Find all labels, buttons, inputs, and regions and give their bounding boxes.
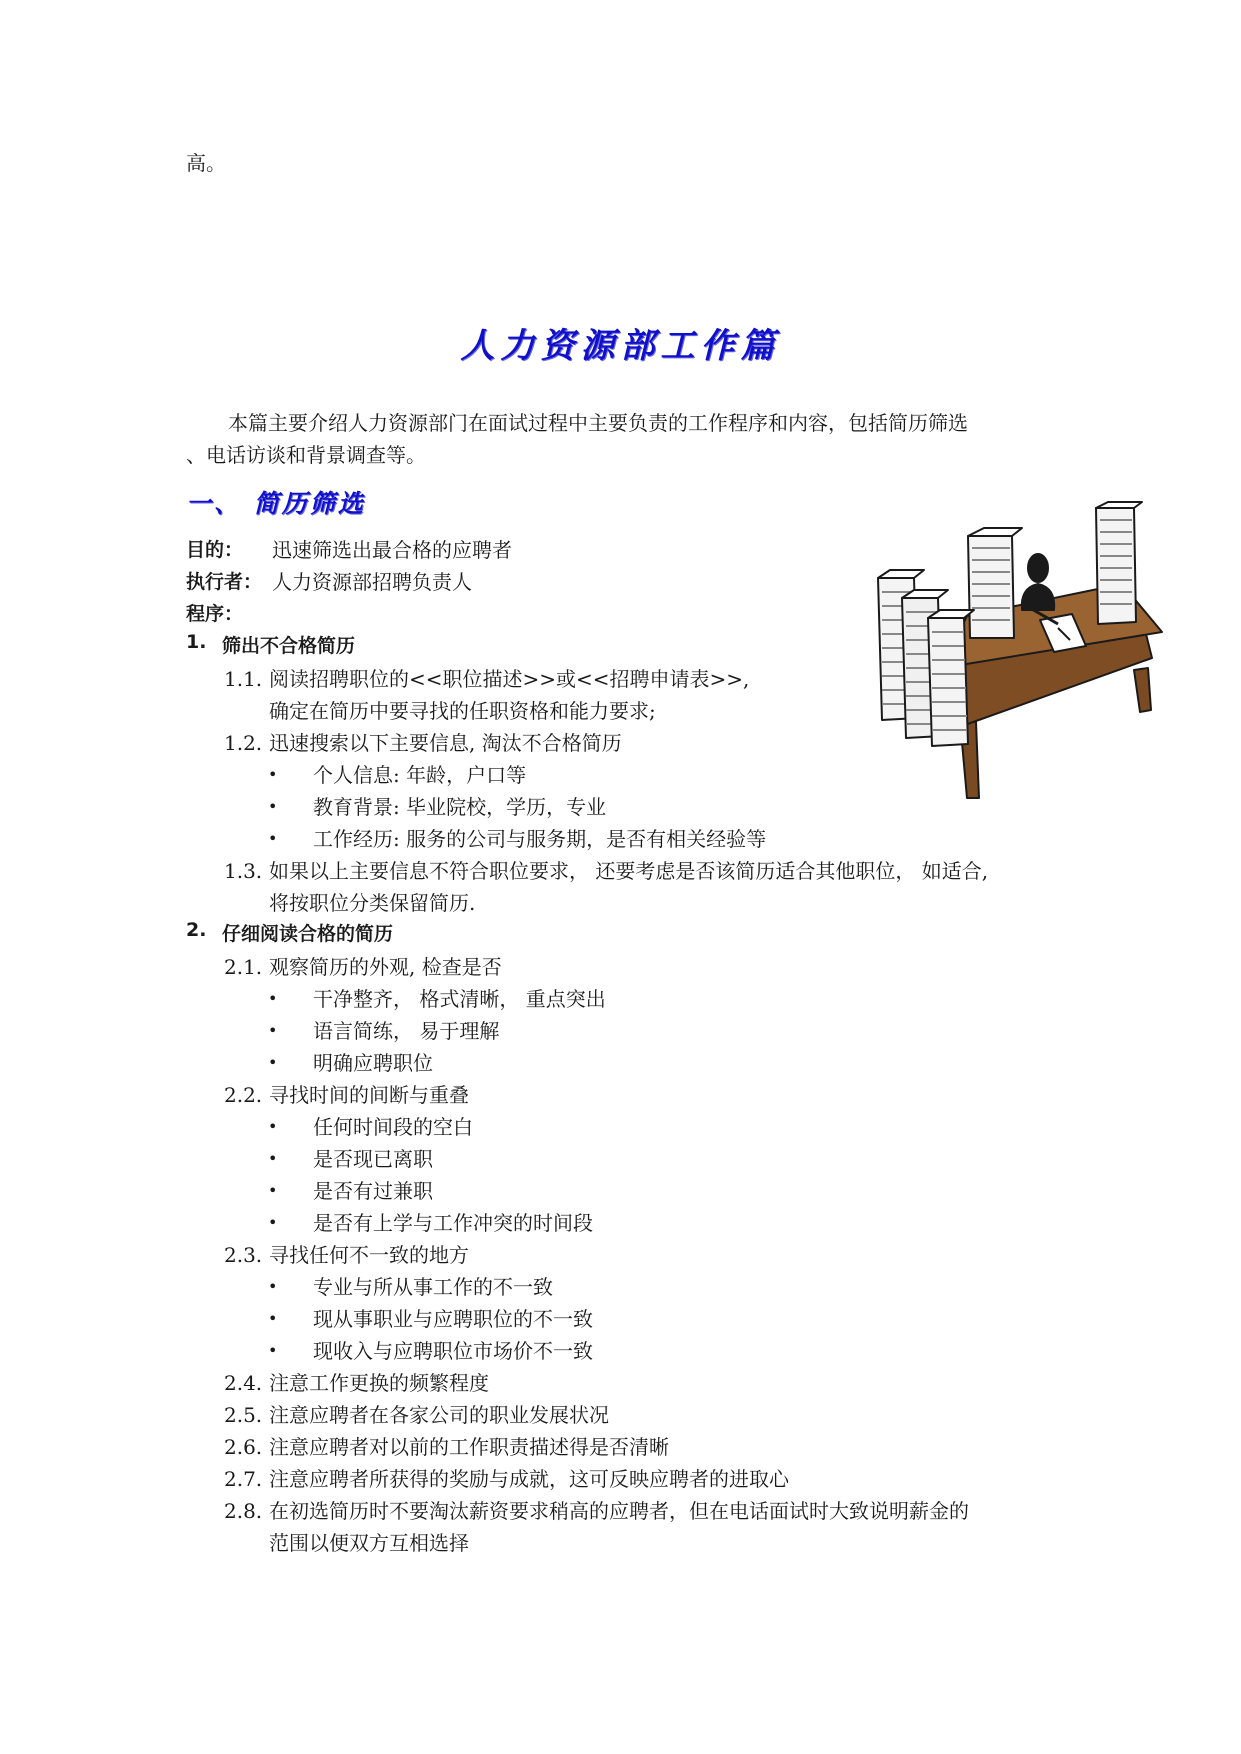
- item-1-2-number: 1.2.: [224, 731, 263, 755]
- item-2-6-number: 2.6.: [224, 1435, 263, 1459]
- step-2-title: 仔细阅读合格的简历: [222, 923, 394, 945]
- bullet-marker: •: [268, 989, 278, 1008]
- section-heading: 一、 简历筛选: [186, 489, 366, 518]
- bullet-1-2-b: 教育背景: 毕业院校，学历，专业: [313, 795, 607, 819]
- bullet-marker: •: [268, 1181, 278, 1200]
- purpose-value: 迅速筛选出最合格的应聘者: [272, 538, 512, 562]
- item-1-3-line-2: 将按职位分类保留简历.: [269, 891, 476, 915]
- purpose-label: 目的：: [186, 539, 244, 561]
- item-2-4-number: 2.4.: [224, 1371, 263, 1395]
- bullet-1-2-c: 工作经历: 服务的公司与服务期，是否有相关经验等: [313, 827, 767, 851]
- item-2-8-line-2: 范围以便双方互相选择: [269, 1531, 469, 1555]
- bullet-marker: •: [268, 797, 278, 816]
- item-2-1-line-1: 观察简历的外观, 检查是否: [269, 955, 502, 979]
- item-2-3-line-1: 寻找任何不一致的地方: [269, 1243, 469, 1267]
- person-at-desk-with-paper-stacks-icon: [872, 500, 1182, 820]
- item-2-2-number: 2.2.: [224, 1083, 263, 1107]
- bullet-2-3-b: 现从事职业与应聘职位的不一致: [313, 1307, 593, 1331]
- step-2-number: 2.: [186, 919, 207, 941]
- bullet-2-1-c: 明确应聘职位: [313, 1051, 433, 1075]
- bullet-marker: •: [268, 1213, 278, 1232]
- item-2-7-line-1: 注意应聘者所获得的奖励与成就，这可反映应聘者的进取心: [269, 1467, 789, 1491]
- item-2-6-line-1: 注意应聘者对以前的工作职责描述得是否清晰: [269, 1435, 669, 1459]
- item-2-8-number: 2.8.: [224, 1499, 263, 1523]
- bullet-marker: •: [268, 1277, 278, 1296]
- step-1-number: 1.: [186, 631, 207, 653]
- bullet-marker: •: [268, 1053, 278, 1072]
- item-1-1-line-2: 确定在简历中要寻找的任职资格和能力要求;: [269, 699, 656, 723]
- item-2-7-number: 2.7.: [224, 1467, 263, 1491]
- executor-value: 人力资源部招聘负责人: [272, 570, 472, 594]
- bullet-marker: •: [268, 1021, 278, 1040]
- item-2-2-line-1: 寻找时间的间断与重叠: [269, 1083, 469, 1107]
- intro-line-1: 本篇主要介绍人力资源部门在面试过程中主要负责的工作程序和内容，包括简历筛选: [228, 411, 968, 435]
- bullet-marker: •: [268, 1149, 278, 1168]
- item-2-5-number: 2.5.: [224, 1403, 263, 1427]
- bullet-2-2-a: 任何时间段的空白: [313, 1115, 473, 1139]
- item-1-1-number: 1.1.: [224, 667, 263, 691]
- bullet-2-3-a: 专业与所从事工作的不一致: [313, 1275, 553, 1299]
- item-1-2-line-1: 迅速搜索以下主要信息, 淘汰不合格简历: [269, 731, 622, 755]
- item-2-4-line-1: 注意工作更换的频繁程度: [269, 1371, 489, 1395]
- item-2-3-number: 2.3.: [224, 1243, 263, 1267]
- bullet-marker: •: [268, 1117, 278, 1136]
- bullet-2-2-b: 是否现已离职: [313, 1147, 433, 1171]
- item-2-5-line-1: 注意应聘者在各家公司的职业发展状况: [269, 1403, 609, 1427]
- executor-label: 执行者：: [186, 571, 263, 593]
- bullet-marker: •: [268, 765, 278, 784]
- step-1-title: 筛出不合格简历: [222, 635, 356, 657]
- bullet-marker: •: [268, 1309, 278, 1328]
- intro-line-2: 、电话访谈和背景调查等。: [186, 443, 426, 467]
- item-2-1-number: 2.1.: [224, 955, 263, 979]
- bullet-1-2-a: 个人信息: 年龄，户口等: [313, 763, 527, 787]
- bullet-2-1-a: 干净整齐， 格式清晰， 重点突出: [313, 987, 606, 1011]
- item-1-3-number: 1.3.: [224, 859, 263, 883]
- procedure-label: 程序：: [186, 603, 244, 625]
- item-2-8-line-1: 在初选简历时不要淘汰薪资要求稍高的应聘者，但在电话面试时大致说明薪金的: [269, 1499, 969, 1523]
- bullet-2-3-c: 现收入与应聘职位市场价不一致: [313, 1339, 593, 1363]
- item-1-3-line-1: 如果以上主要信息不符合职位要求， 还要考虑是否该简历适合其他职位， 如适合,: [269, 859, 989, 883]
- page-title: 人力资源部工作篇: [460, 326, 781, 366]
- top-fragment: 高。: [186, 151, 226, 175]
- bullet-2-2-c: 是否有过兼职: [313, 1179, 433, 1203]
- bullet-marker: •: [268, 1341, 278, 1360]
- bullet-marker: •: [268, 829, 278, 848]
- bullet-2-2-d: 是否有上学与工作冲突的时间段: [313, 1211, 593, 1235]
- bullet-2-1-b: 语言简练， 易于理解: [313, 1019, 500, 1043]
- item-1-1-line-1: 阅读招聘职位的<<职位描述>>或<<招聘申请表>>,: [269, 667, 750, 691]
